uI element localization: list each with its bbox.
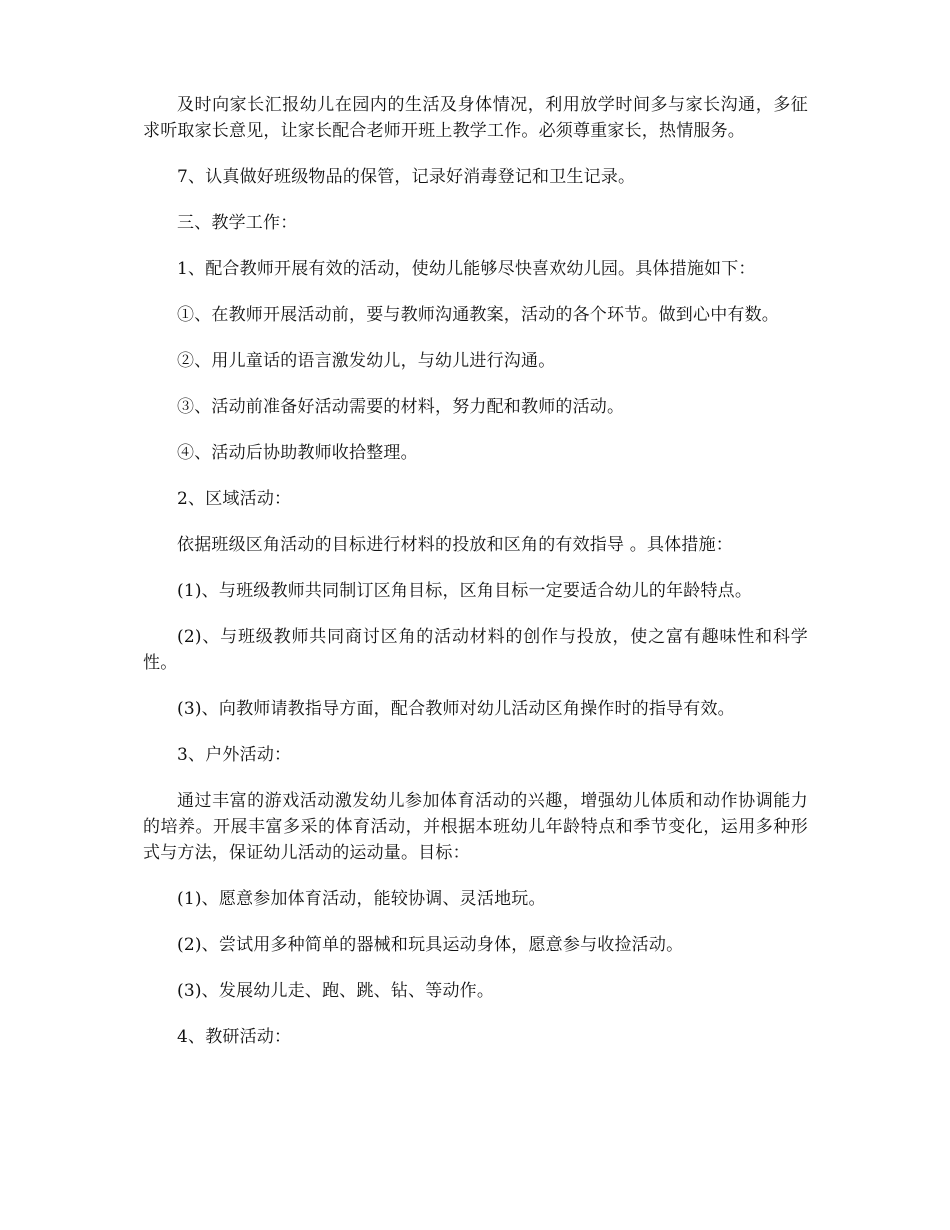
paragraph-item-4: 4、教研活动： <box>177 1027 292 1047</box>
paragraph-area-subitem-3: (3)、向教师请教指导方面，配合教师对幼儿活动区角操作时的指导有效。 <box>177 699 735 719</box>
paragraph-area-subitem-2: (2)、与班级教师共同商讨区角的活动材料的创作与投放，使之富有趣味性和科学性。 <box>143 627 808 673</box>
paragraph-area-activity-intro: 依据班级区角活动的目标进行材料的投放和区角的有效指导 。具体措施： <box>177 535 734 555</box>
section-heading-teaching: 三、教学工作： <box>177 213 298 233</box>
paragraph-area-subitem-1: (1)、与班级教师共同制订区角目标，区角目标一定要适合幼儿的年龄特点。 <box>177 581 753 601</box>
paragraph-item-1: 1、配合教师开展有效的活动，使幼儿能够尽快喜欢幼儿园。具体措施如下： <box>177 259 756 279</box>
paragraph-parent-communication: 及时向家长汇报幼儿在园内的生活及身体情况，利用放学时间多与家长沟通，多征求听取家长意见，让家长配合老师开班上教学工作。必须尊重家长，热情服务。 <box>143 95 808 141</box>
paragraph-subitem-circle-2: ②、用儿童话的语言激发幼儿，与幼儿进行沟通。 <box>177 351 556 371</box>
paragraph-outdoor-intro: 通过丰富的游戏活动激发幼儿参加体育活动的兴趣，增强幼儿体质和动作协调能力的培养。开展丰富多采的体育活动，并根据本班幼儿年龄特点和季节变化，运用多种形式与方法，保证幼儿活动的运动量。目标： <box>143 791 808 863</box>
paragraph-subitem-circle-3: ③、活动前准备好活动需要的材料，努力配和教师的活动。 <box>177 397 625 417</box>
paragraph-item-2: 2、区域活动： <box>177 489 292 509</box>
paragraph-outdoor-subitem-1: (1)、愿意参加体育活动，能较协调、灵活地玩。 <box>177 889 546 909</box>
paragraph-subitem-circle-4: ④、活动后协助教师收拾整理。 <box>177 443 418 463</box>
paragraph-item-3: 3、户外活动： <box>177 745 292 765</box>
paragraph-outdoor-subitem-3: (3)、发展幼儿走、跑、跳、钻、等动作。 <box>177 981 495 1001</box>
paragraph-item-7: 7、认真做好班级物品的保管，记录好消毒登记和卫生记录。 <box>177 167 636 187</box>
document-body <box>143 92 808 1070</box>
paragraph-subitem-circle-1: ①、在教师开展活动前，要与教师沟通教案，活动的各个环节。做到心中有数。 <box>177 305 779 325</box>
paragraph-outdoor-subitem-2: (2)、尝试用多种简单的器械和玩具运动身体，愿意参与收捡活动。 <box>177 935 684 955</box>
